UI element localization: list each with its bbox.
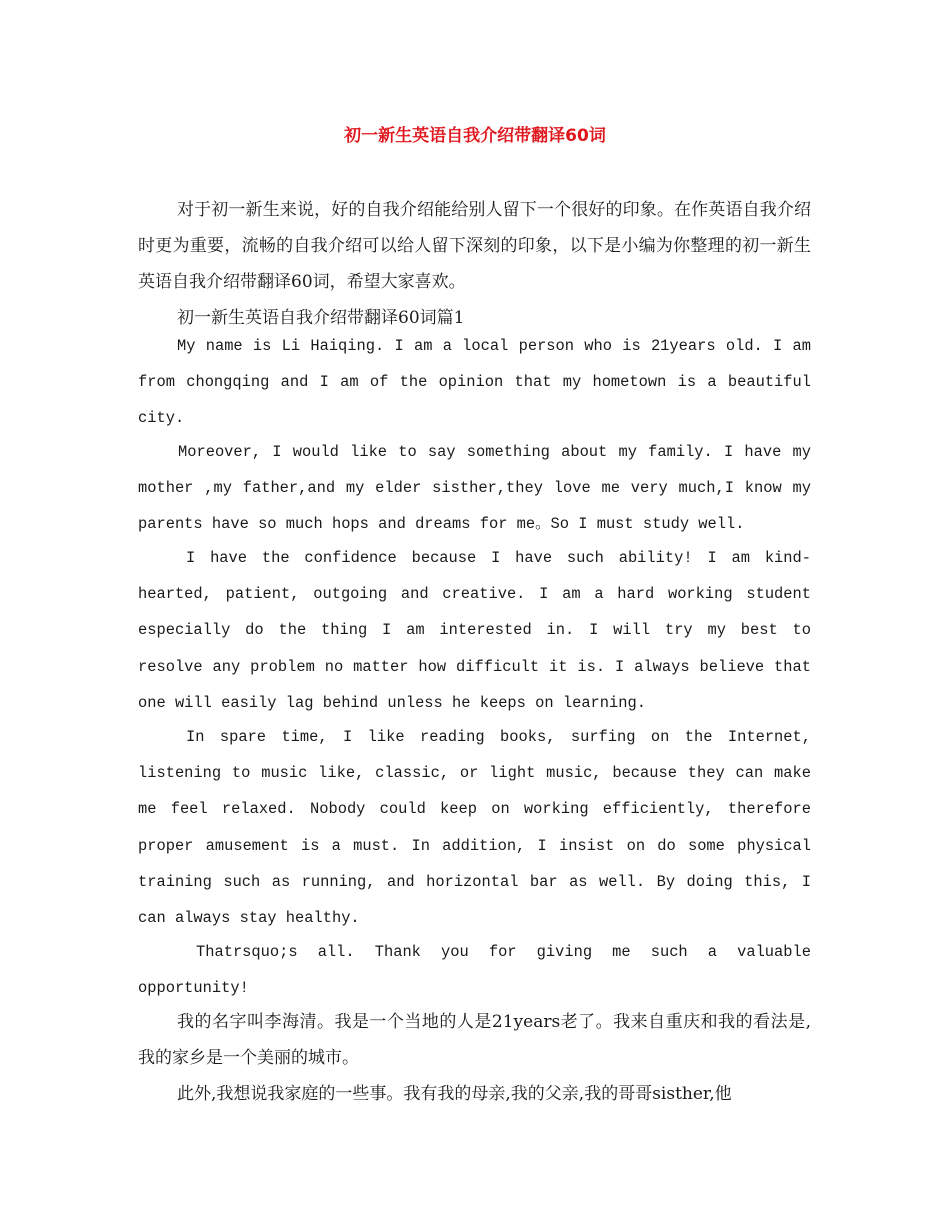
english-paragraph-4: In spare time, I like reading books, surfing on the Internet, listening to music like, classic, or light music, because they can make me feel relaxed. Nobody could keep on working efficiently, therefore proper amusement is a must. In addition, I insist on do some physical training such as running, and horizontal bar as well. By doing this, I can always stay healthy. (138, 728, 811, 928)
section-heading: 初一新生英语自我介绍带翻译60词篇1 (177, 308, 465, 328)
chinese-paragraph-2: 此外,我想说我家庭的一些事。我有我的母亲,我的父亲,我的哥哥sisther,他 (177, 1084, 732, 1104)
chinese-paragraph-1: 我的名字叫李海清。我是一个当地的人是21years老了。我来自重庆和我的看法是,我的家乡是一个美丽的城市。 (138, 1012, 811, 1068)
english-paragraph-3: I have the confidence because I have such ability! I am kind-hearted, patient, outgoing and creative. I am a hard working student especially do the thing I am interested in. I will try my best to resolve any problem no matter how difficult it is. I always believe that one will easily lag behind unless he keeps on learning. (138, 549, 811, 712)
english-paragraph-2: Moreover, I would like to say something about my family. I have my mother ,my father,and my elder sisther,they love me very much,I know my parents have so much hops and dreams for me。So I must study well. (138, 443, 811, 534)
intro-paragraph: 对于初一新生来说，好的自我介绍能给别人留下一个很好的印象。在作英语自我介绍时更为重要，流畅的自我介绍可以给人留下深刻的印象，以下是小编为你整理的初一新生英语自我介绍带翻译60词，希望大家喜欢。 (138, 200, 811, 292)
english-paragraph-5: Thatrsquo;s all. Thank you for giving me such a valuable opportunity! (138, 943, 811, 998)
document-title: 初一新生英语自我介绍带翻译60词 (344, 126, 606, 146)
english-paragraph-1: My name is Li Haiqing. I am a local person who is 21years old. I am from chongqing and I am of the opinion that my hometown is a beautiful city. (138, 337, 811, 428)
